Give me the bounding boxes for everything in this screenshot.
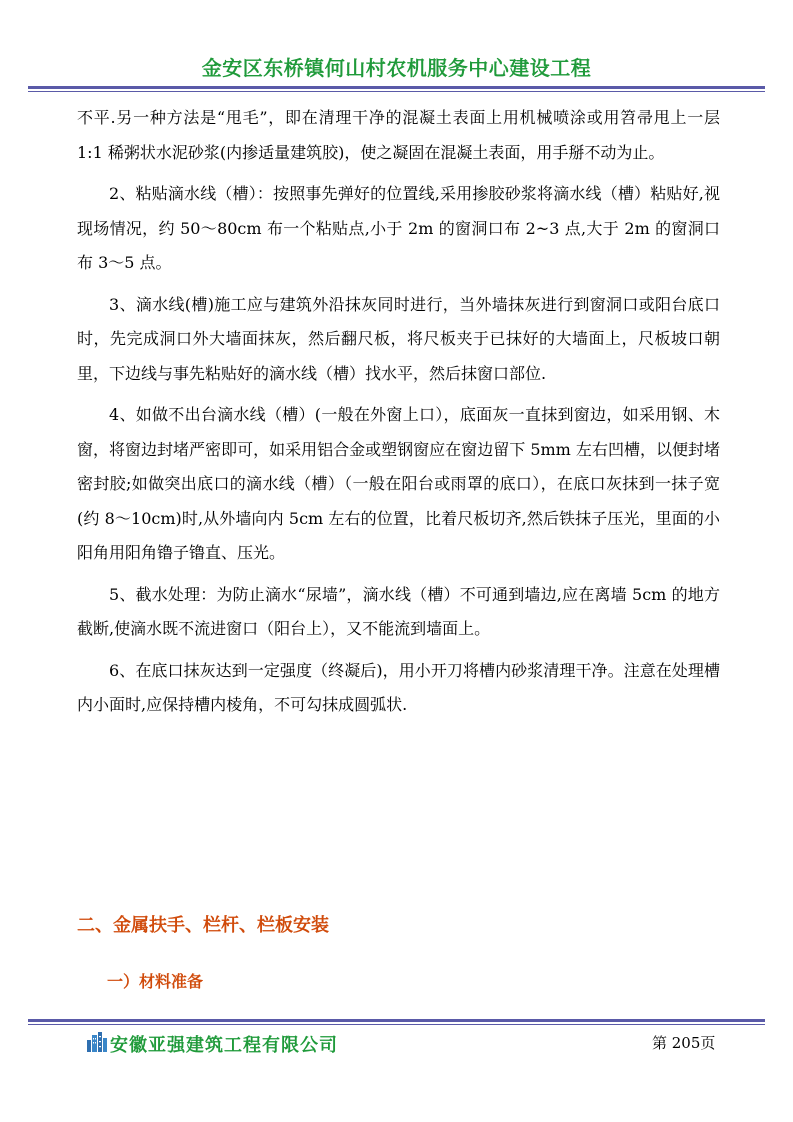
paragraph-2: 2、粘贴滴水线（槽）：按照事先弹好的位置线,采用掺胶砂浆将滴水线（槽）粘贴好,视现场情况，约 50～80cm 布一个粘贴点,小于 2m 的窗洞口布 2~3 点,大于 2m 的窗洞口布 3～5 点。 [77,184,720,272]
section-heading: 二、金属扶手、栏杆、栏板安装 [77,915,329,936]
paragraph-5: 5、截水处理：为防止滴水“尿墙”，滴水线（槽）不可通到墙边,应在离墙 5cm 的地方截断,使滴水既不流进窗口（阳台上），又不能流到墙面上。 [77,584,720,638]
footer-rule-thick [28,1019,765,1022]
page-number: 第 205页 [652,1034,716,1052]
body-text [77,101,720,723]
paragraph-1: 不平.另一种方法是“甩毛”，即在清理干净的混凝土表面上用机械喷涂或用笤帚甩上一层 1:1 稀粥状水泥砂浆(内掺适量建筑胶)，使之凝固在混凝土表面，用手掰不动为止。 [77,108,720,162]
footer-rule-thin [28,1024,765,1025]
building-logo-icon [86,1032,108,1052]
paragraph-6: 6、在底口抹灰达到一定强度（终凝后)，用小开刀将槽内砂浆清理干净。注意在处理槽内小面时,应保持槽内棱角，不可勾抹成圆弧状. [77,660,720,714]
footer-company-name: 安徽亚强建筑工程有限公司 [110,1035,338,1056]
paragraph-3: 3、滴水线(槽)施工应与建筑外沿抹灰同时进行，当外墙抹灰进行到窗洞口或阳台底口时，先完成洞口外大墙面抹灰，然后翻尺板，将尺板夹于已抹好的大墙面上，尺板坡口朝里，下边线与事先粘贴好的滴水线（槽）找水平，然后抹窗口部位. [77,294,720,383]
header-rule-thick [28,86,765,89]
page-header-title: 金安区东桥镇何山村农机服务中心建设工程 [201,56,592,80]
paragraph-4: 4、如做不出台滴水线（槽）(一般在外窗上口），底面灰一直抹到窗边，如采用钢、木窗，将窗边封堵严密即可，如采用铝合金或塑钢窗应在窗边留下 5mm 左右凹槽，以便封堵密封胶;如做突出底口的滴水线（槽）（一般在阳台或雨罩的底口），在底口灰抹到一抹子宽(约 8～10cm)时,从外墙向内 5cm 左右的位置，比着尺板切齐,然后铁抹子压光，里面的小阳角用阳角镥子镥直、压光。 [77,405,720,562]
subsection-heading: 一）材料准备 [107,972,204,991]
header-rule-thin [28,91,765,92]
